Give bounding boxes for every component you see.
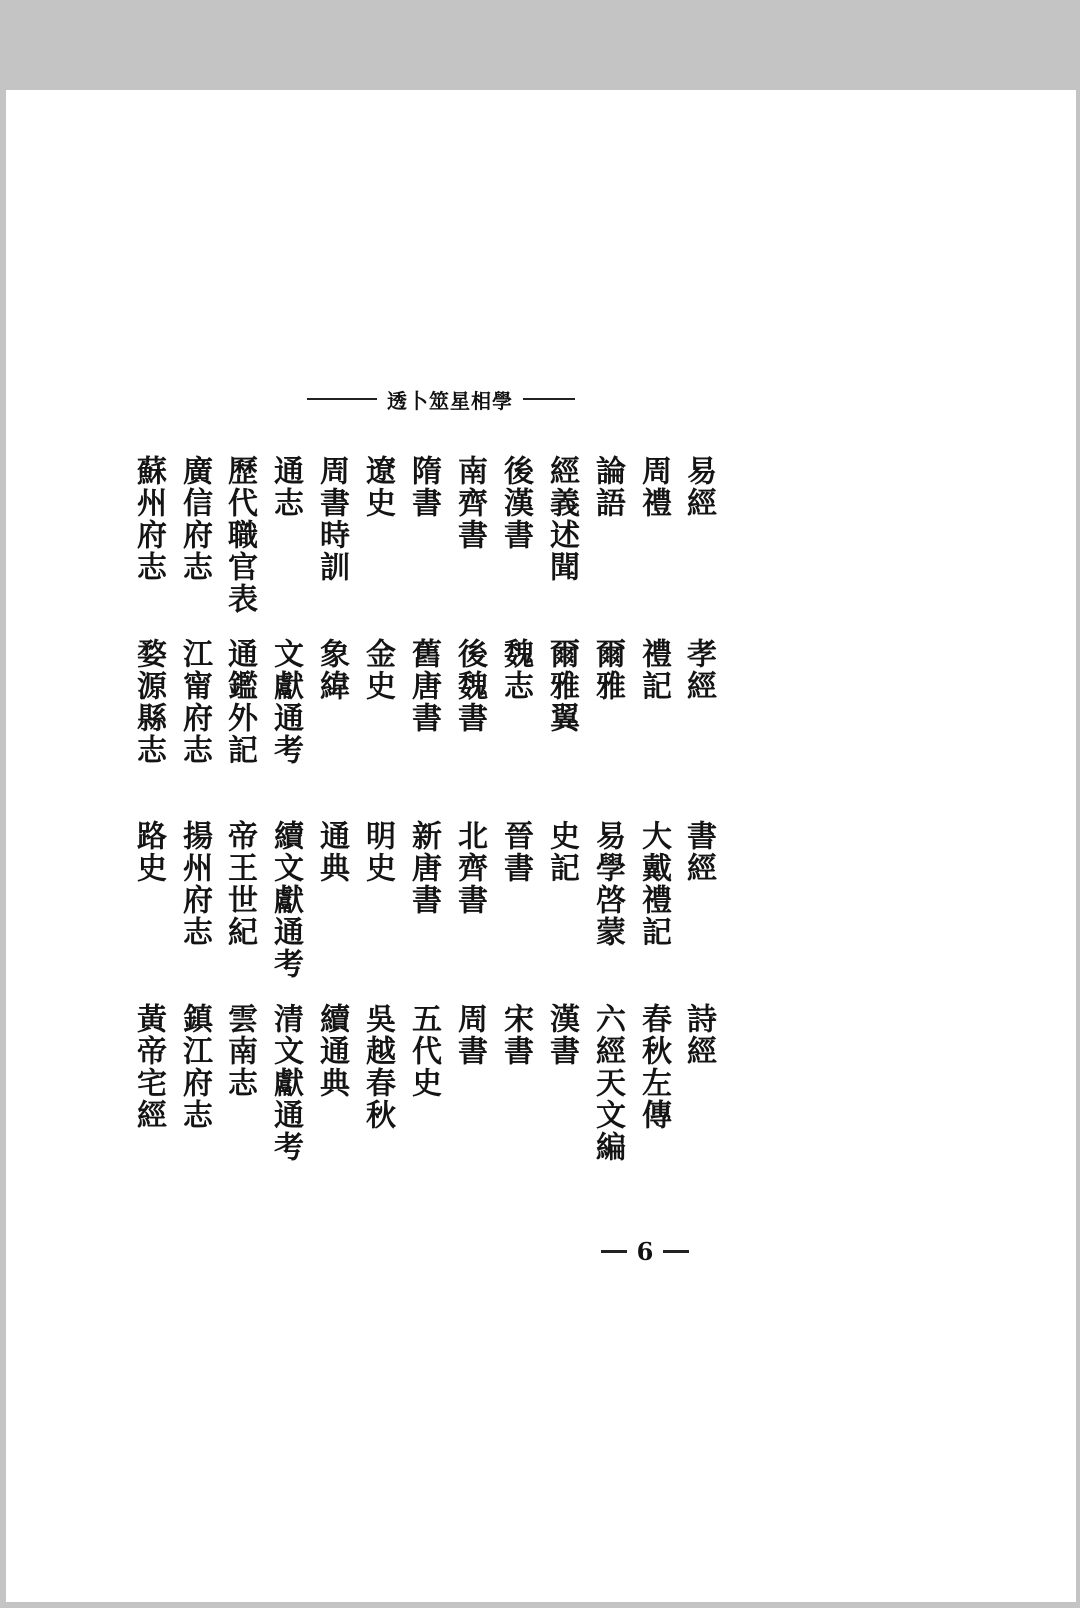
book-page: [6, 90, 1076, 1602]
book-title: 易經: [681, 455, 716, 519]
book-title: 吳越春秋: [360, 1003, 395, 1131]
running-header: [296, 384, 586, 414]
book-title: 黃帝宅經: [131, 1003, 166, 1131]
book-title: 新唐書: [406, 820, 441, 916]
book-title: 春秋左傳: [636, 1003, 671, 1131]
book-title: 雲南志: [222, 1003, 257, 1099]
book-title: 續通典: [314, 1003, 349, 1099]
book-title: 後漢書: [498, 455, 533, 551]
book-title: 魏志: [498, 638, 533, 702]
book-title: 五代史: [406, 1003, 441, 1099]
book-title: 揚州府志: [177, 820, 212, 948]
book-title: 六經天文編: [590, 1003, 625, 1163]
page-number-value: 6: [636, 1236, 654, 1266]
header-rule-right: [523, 398, 575, 400]
book-title: 禮記: [636, 638, 671, 702]
book-title: 後魏書: [452, 638, 487, 734]
book-title: 論語: [590, 455, 625, 519]
page-number-dash-left: [601, 1250, 627, 1253]
book-title: 路史: [131, 820, 166, 884]
book-title: 北齊書: [452, 820, 487, 916]
book-title: 周禮: [636, 455, 671, 519]
book-title: 南齊書: [452, 455, 487, 551]
book-title: 爾雅: [590, 638, 625, 702]
book-title: 蘇州府志: [131, 455, 166, 583]
book-title: 史記: [544, 820, 579, 884]
book-title: 通鑑外記: [222, 638, 257, 766]
header-title: 透卜筮星相學: [387, 388, 513, 413]
book-title: 鎮江府志: [177, 1003, 212, 1131]
book-title: 周書時訓: [314, 455, 349, 583]
book-title: 爾雅翼: [544, 638, 579, 734]
book-title: 書經: [681, 820, 716, 884]
book-title: 文獻通考: [268, 638, 303, 766]
book-title: 漢書: [544, 1003, 579, 1067]
book-title: 江甯府志: [177, 638, 212, 766]
book-title: 婺源縣志: [131, 638, 166, 766]
book-title: 帝王世紀: [222, 820, 257, 948]
book-title: 孝經: [681, 638, 716, 702]
book-title: 經義述聞: [544, 455, 579, 583]
book-title: 舊唐書: [406, 638, 441, 734]
book-title: 清文獻通考: [268, 1003, 303, 1163]
page-number: [590, 1236, 700, 1266]
book-title: 晉書: [498, 820, 533, 884]
book-title: 宋書: [498, 1003, 533, 1067]
book-title: 象緯: [314, 638, 349, 702]
book-title: 易學啓蒙: [590, 820, 625, 948]
header-rule-left: [307, 398, 377, 400]
book-title: 周書: [452, 1003, 487, 1067]
book-title: 遼史: [360, 455, 395, 519]
book-title: 續文獻通考: [268, 820, 303, 980]
book-title: 明史: [360, 820, 395, 884]
book-title: 歷代職官表: [222, 455, 257, 615]
book-title: 隋書: [406, 455, 441, 519]
book-title: 廣信府志: [177, 455, 212, 583]
book-title: 金史: [360, 638, 395, 702]
book-title: 詩經: [681, 1003, 716, 1067]
book-title: 大戴禮記: [636, 820, 671, 948]
book-title: 通典: [314, 820, 349, 884]
page-number-dash-right: [663, 1250, 689, 1253]
book-title: 通志: [268, 455, 303, 519]
